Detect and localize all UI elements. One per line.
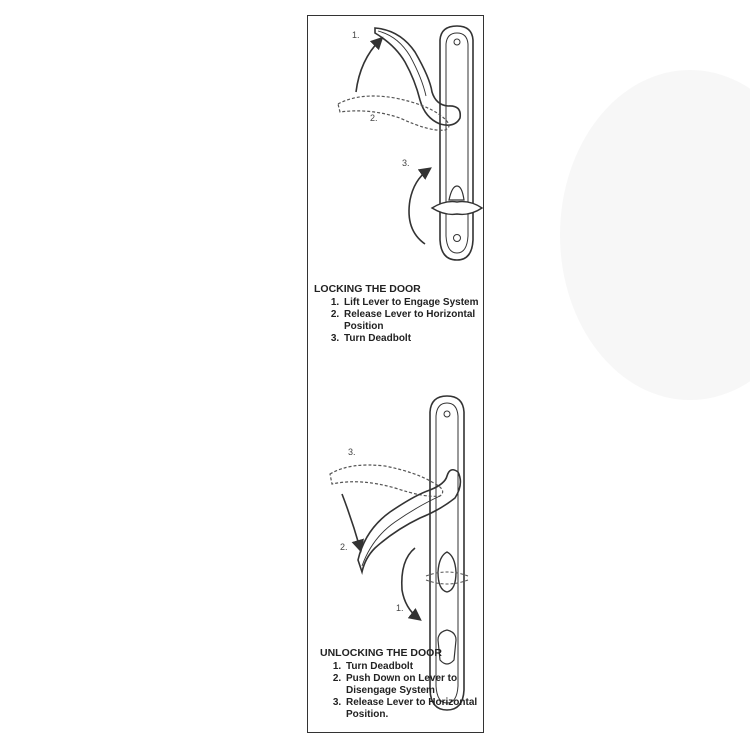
locking-step-1: 1. Lift Lever to Engage System bbox=[342, 297, 479, 309]
unlocking-title: UNLOCKING THE DOOR bbox=[320, 647, 442, 659]
lever-lifted bbox=[375, 28, 460, 125]
locking-marker-2: 2. bbox=[370, 113, 378, 123]
locking-marker-1: 1. bbox=[352, 30, 360, 40]
arrow-push-down bbox=[342, 494, 360, 548]
locking-step-3: 3. Turn Deadbolt bbox=[342, 333, 479, 345]
unlocking-step-1: 1. Turn Deadbolt bbox=[344, 661, 480, 673]
locking-step-2: 2. Release Lever to Horizontal Position bbox=[342, 309, 479, 333]
locking-instructions bbox=[314, 283, 479, 345]
locking-illustration bbox=[338, 26, 482, 260]
unlocking-instructions bbox=[320, 647, 480, 721]
lever-horizontal-dashed bbox=[338, 96, 449, 130]
deadbolt-top bbox=[449, 186, 464, 200]
unlocking-marker-3: 3. bbox=[348, 447, 356, 457]
unlocking-step-3: 3. Release Lever to Horizontal Position. bbox=[344, 697, 480, 721]
unlocking-step-2: 2. Push Down on Lever to Disengage System bbox=[344, 673, 480, 697]
unlocking-marker-2: 2. bbox=[340, 542, 348, 552]
locking-marker-3: 3. bbox=[402, 158, 410, 168]
unlocking-steps bbox=[320, 661, 480, 721]
locking-steps bbox=[314, 297, 479, 345]
arrow-lift bbox=[356, 40, 380, 92]
unlocking-marker-1: 1. bbox=[396, 603, 404, 613]
arrow-turn-deadbolt-bottom bbox=[402, 548, 418, 618]
arrow-turn-deadbolt bbox=[409, 170, 428, 244]
locking-title: LOCKING THE DOOR bbox=[314, 283, 421, 295]
